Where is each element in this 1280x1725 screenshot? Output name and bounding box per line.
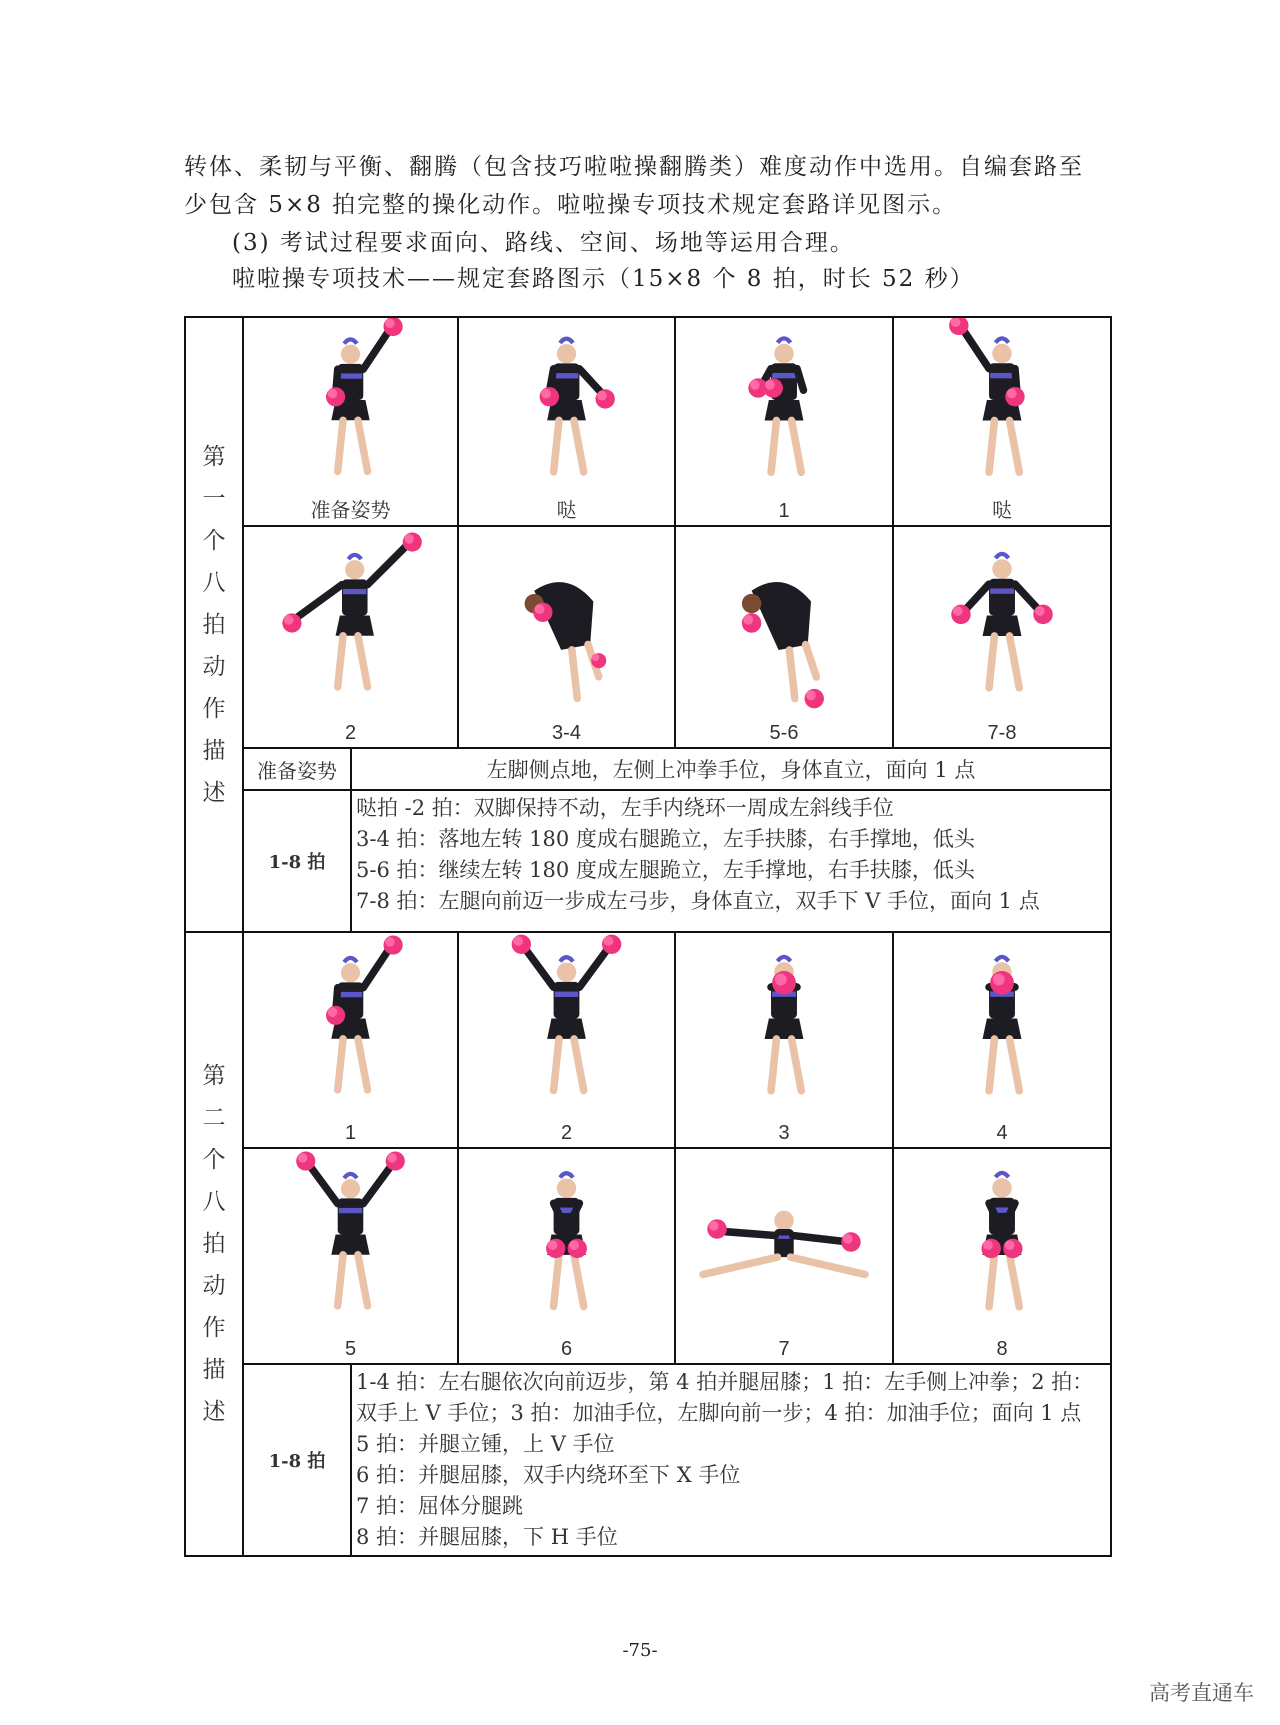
photo-cell [458,317,675,526]
section-title-char: 描 [202,1357,226,1383]
section-2-title [185,932,243,1556]
intro-line-2: 少包含 5×8 拍完整的操化动作。啦啦操专项技术规定套路详见图示。 [184,192,958,218]
beats-label: 1-8 拍 [243,790,351,932]
photo-caption: 4 [996,1122,1008,1144]
cheerleader-pose-figure [894,527,1110,719]
photo-cell [458,526,675,748]
section-title-char: 动 [202,1273,226,1299]
intro-line-3: (3) 考试过程要求面向、路线、空间、场地等运用合理。 [232,230,855,256]
cheerleader-pose-figure [244,318,457,497]
section-title-char: 描 [202,737,226,764]
section-title-char: 一 [202,485,226,512]
photo-caption: 5-6 [769,722,799,744]
photo-cell [893,932,1111,1148]
photo-caption: 7-8 [987,722,1017,744]
section-title-char: 拍 [202,611,226,638]
photo-caption: 7 [778,1338,790,1360]
section-title-char: 第 [202,1063,226,1089]
photo-cell [458,1148,675,1364]
desc-line: 7-8 拍：左腿向前迈一步成左弓步，身体直立，双手下 V 手位，面向 1 点 [356,889,1040,913]
photo-cell [893,526,1111,748]
photo-cell [675,1148,893,1364]
section-title-char: 述 [202,1399,226,1425]
section-title-char: 作 [202,695,226,722]
beats-description [351,1364,1111,1556]
intro-line-1: 转体、柔韧与平衡、翻腾（包含技巧啦啦操翻腾类）难度动作中选用。自编套路至 [184,154,1084,180]
cheerleader-pose-figure [676,1149,892,1335]
desc-line: 5-6 拍：继续左转 180 度成左腿跪立，左手撑地，右手扶膝，低头 [356,858,975,882]
routine-table [184,316,1112,1557]
photo-cell [675,526,893,748]
section-title-char: 个 [202,1147,226,1173]
cheerleader-pose-figure [894,1149,1110,1335]
page-number: -75- [622,1640,658,1661]
cheerleader-pose-figure [244,933,457,1119]
section-title-char: 个 [202,527,226,554]
section-title-char: 拍 [202,1231,226,1257]
cheerleader-pose-figure [244,527,457,719]
photo-cell [893,1148,1111,1364]
section-title-char: 动 [202,653,226,680]
section-title-char: 第 [202,443,226,470]
cheerleader-pose-figure [894,933,1110,1119]
photo-caption: 8 [996,1338,1008,1360]
desc-line: 6 拍：并腿屈膝，双手内绕环至下 X 手位 [356,1463,741,1487]
photo-cell [243,1148,458,1364]
photo-cell [243,526,458,748]
cheerleader-pose-figure [676,527,892,719]
beats-description [351,790,1111,932]
section-title-char: 八 [202,1189,226,1215]
photo-cell [675,932,893,1148]
photo-caption: 1 [778,500,790,522]
section-title-char: 述 [202,779,226,806]
cheerleader-pose-figure [676,933,892,1119]
desc-line: 8 拍：并腿屈膝，下 H 手位 [356,1525,618,1549]
cheerleader-pose-figure [894,318,1110,497]
photo-caption: 2 [344,722,357,744]
photo-caption: 哒 [992,500,1012,522]
cheerleader-pose-figure [676,318,892,497]
photo-cell [893,317,1111,526]
cheerleader-pose-figure [459,527,674,719]
section-title-char: 作 [202,1315,226,1341]
cheerleader-pose-figure [244,1149,457,1335]
watermark: 高考直通车 [1149,1681,1254,1705]
photo-caption: 3-4 [552,722,581,744]
photo-cell [675,317,893,526]
photo-cell [458,932,675,1148]
section-1-title [185,317,243,932]
cheerleader-pose-figure [459,318,674,497]
prep-description: 左脚侧点地，左侧上冲拳手位，身体直立，面向 1 点 [351,748,1111,790]
cheerleader-pose-figure [459,933,674,1119]
beats-label: 1-8 拍 [243,1364,351,1556]
photo-caption: 哒 [556,500,577,522]
desc-line: 7 拍：屈体分腿跳 [356,1494,524,1518]
section-title-char: 二 [202,1105,226,1131]
photo-caption: 2 [560,1122,573,1144]
table-caption: 啦啦操专项技术——规定套路图示（15×8 个 8 拍，时长 52 秒） [232,266,975,292]
desc-line: 1-4 拍：左右腿依次向前迈步，第 4 拍并腿屈膝；1 拍：左手侧上冲拳；2 拍：双手上 V 手位；3 拍：加油手位，左脚向前一步；4 拍：加油手位；面向 1 点 [356,1370,1094,1425]
photo-cell [243,317,458,526]
photo-caption: 准备姿势 [310,500,391,522]
photo-caption: 3 [778,1122,790,1144]
prep-label: 准备姿势 [243,748,351,790]
photo-caption: 6 [560,1338,573,1360]
cheerleader-pose-figure [459,1149,674,1335]
section-title-char: 八 [202,569,226,596]
photo-cell [243,932,458,1148]
desc-line: 5 拍：并腿立锺，上 V 手位 [356,1432,615,1456]
photo-caption: 1 [344,1122,357,1144]
desc-line: 哒拍 -2 拍：双脚保持不动，左手内绕环一周成左斜线手位 [356,796,894,820]
desc-line: 3-4 拍：落地左转 180 度成右腿跪立，左手扶膝，右手撑地，低头 [356,827,975,851]
photo-caption: 5 [344,1338,357,1360]
